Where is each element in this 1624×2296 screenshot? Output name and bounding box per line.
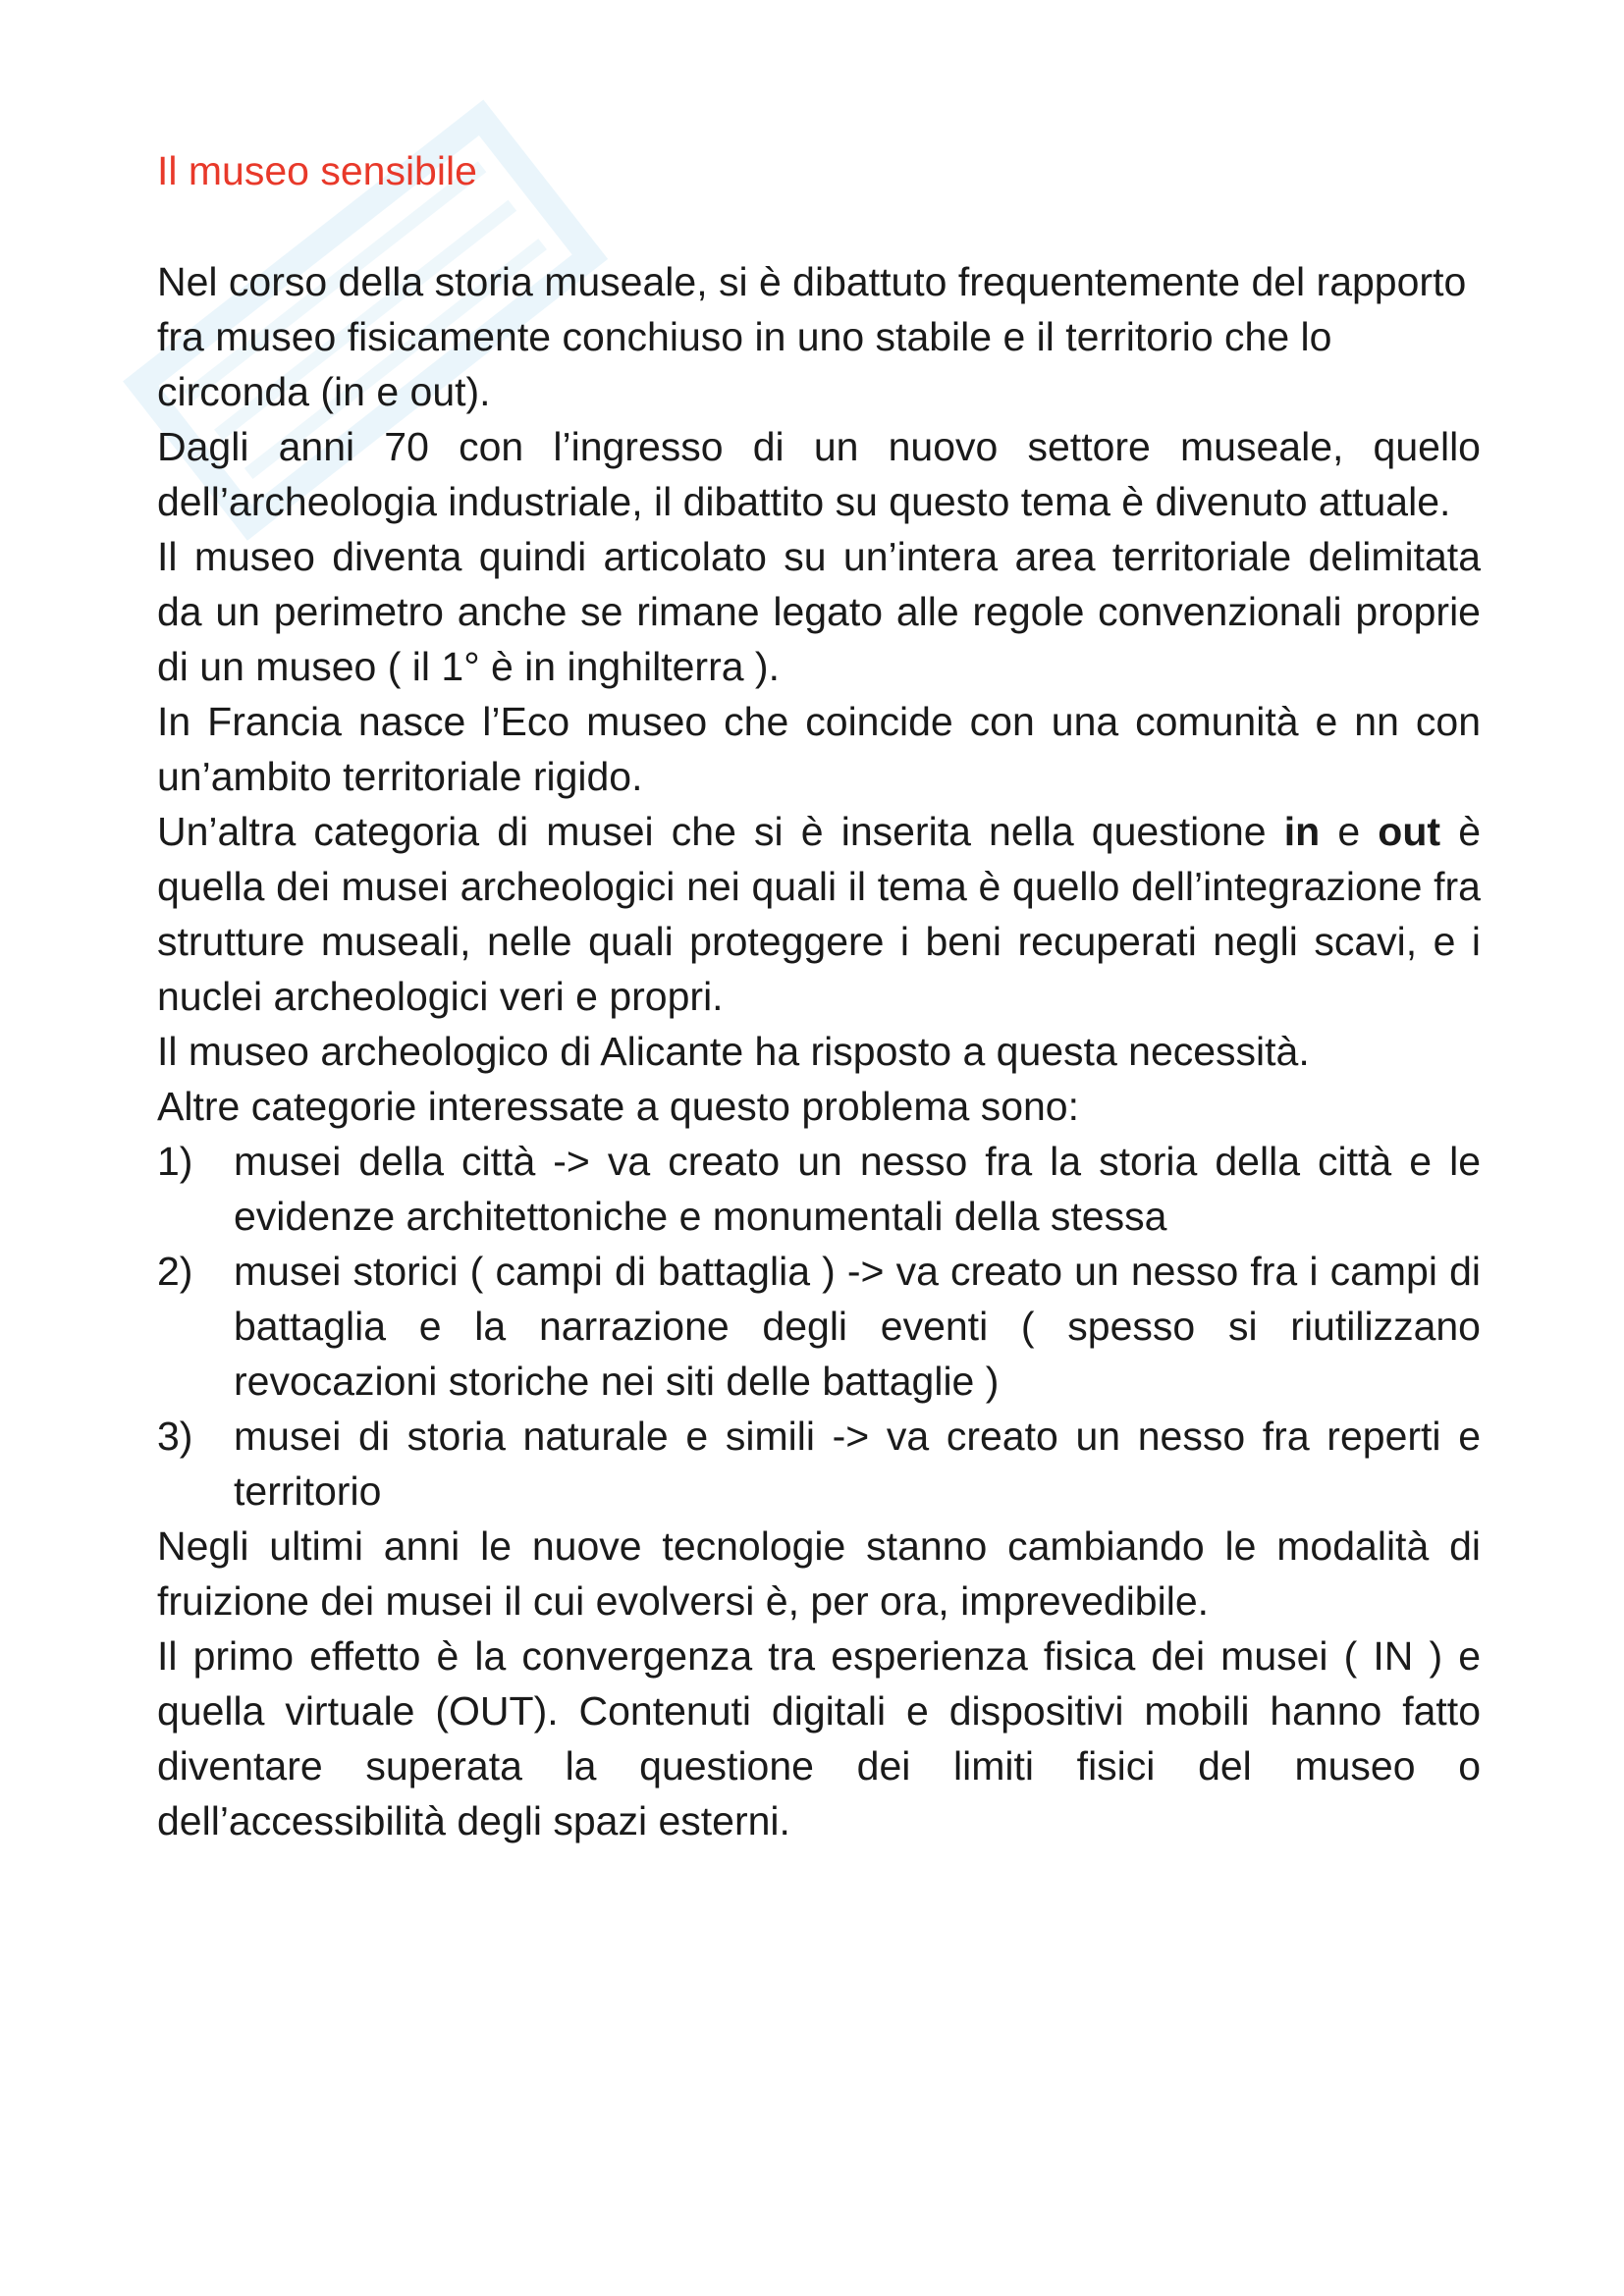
document-title: Il museo sensibile [157, 148, 477, 193]
list-number: 2) [157, 1249, 193, 1295]
bold-out: out [1378, 809, 1441, 855]
paragraph-nuove-tecnologie: Negli ultimi anni le nuove tecnologie stanno cambiando le modalità di fruizione dei musei il cui evolversi è, per ora, imprevedibile. [157, 1523, 1481, 1625]
paragraph-museo-territoriale: Il museo diventa quindi articolato su un’intera area territoriale delimitata da un perimetro anche se rimane legato alle regole convenzionali proprie di un museo ( il 1° è in inghilterra ). [157, 534, 1481, 690]
paragraph-ecomuseo: In Francia nasce l’Eco museo che coincide con una comunità e nn con un’ambito territoriale rigido. [157, 699, 1481, 800]
list-number: 1) [157, 1139, 193, 1185]
categories-list [157, 1134, 1481, 1519]
text-run: Un’altra categoria di musei che si è inserita nella questione [157, 809, 1284, 855]
paragraph-alicante: Il museo archeologico di Alicante ha risposto a questa necessità. [157, 1029, 1310, 1075]
list-number: 3) [157, 1414, 193, 1460]
bold-in: in [1283, 809, 1321, 855]
document-page [157, 147, 1481, 1848]
paragraph-musei-archeologici [157, 804, 1481, 1024]
list-text: musei di storia naturale e simili -> va creato un nesso fra reperti e territorio [234, 1414, 1481, 1515]
paragraph-convergenza: Il primo effetto è la convergenza tra esperienza fisica dei musei ( IN ) e quella virtuale (OUT). Contenuti digitali e dispositivi mobili hanno fatto diventare superata la questione dei limiti fisici del museo o dell’accessibilità degli spazi esterni. [157, 1633, 1481, 1844]
list-item [157, 1244, 1481, 1409]
paragraph-intro: Nel corso della storia museale, si è dibattuto frequentemente del rapporto fra museo fisicamente conchiuso in uno stabile e il territorio che lo circonda (in e out). [157, 259, 1467, 415]
list-text: musei della città -> va creato un nesso fra la storia della città e le evidenze architettoniche e monumentali della stessa [234, 1139, 1481, 1240]
paragraph-list-intro: Altre categorie interessate a questo problema sono: [157, 1084, 1079, 1130]
text-run: e [1320, 809, 1379, 855]
list-item [157, 1134, 1481, 1244]
paragraph-archeologia-industriale: Dagli anni 70 con l’ingresso di un nuovo settore museale, quello dell’archeologia industriale, il dibattito su questo tema è divenuto attuale. [157, 424, 1481, 525]
list-text: musei storici ( campi di battaglia ) -> va creato un nesso fra i campi di battaglia e la narrazione degli eventi ( spesso si riutilizzano revocazioni storiche nei siti delle battaglie ) [234, 1249, 1481, 1405]
text-run: è quella dei musei archeologici nei quali il tema è quello dell’integrazione fra strutture museali, nelle quali proteggere i beni recuperati negli scavi, e i nuclei archeologici veri e propri. [157, 809, 1481, 1020]
list-item [157, 1409, 1481, 1519]
